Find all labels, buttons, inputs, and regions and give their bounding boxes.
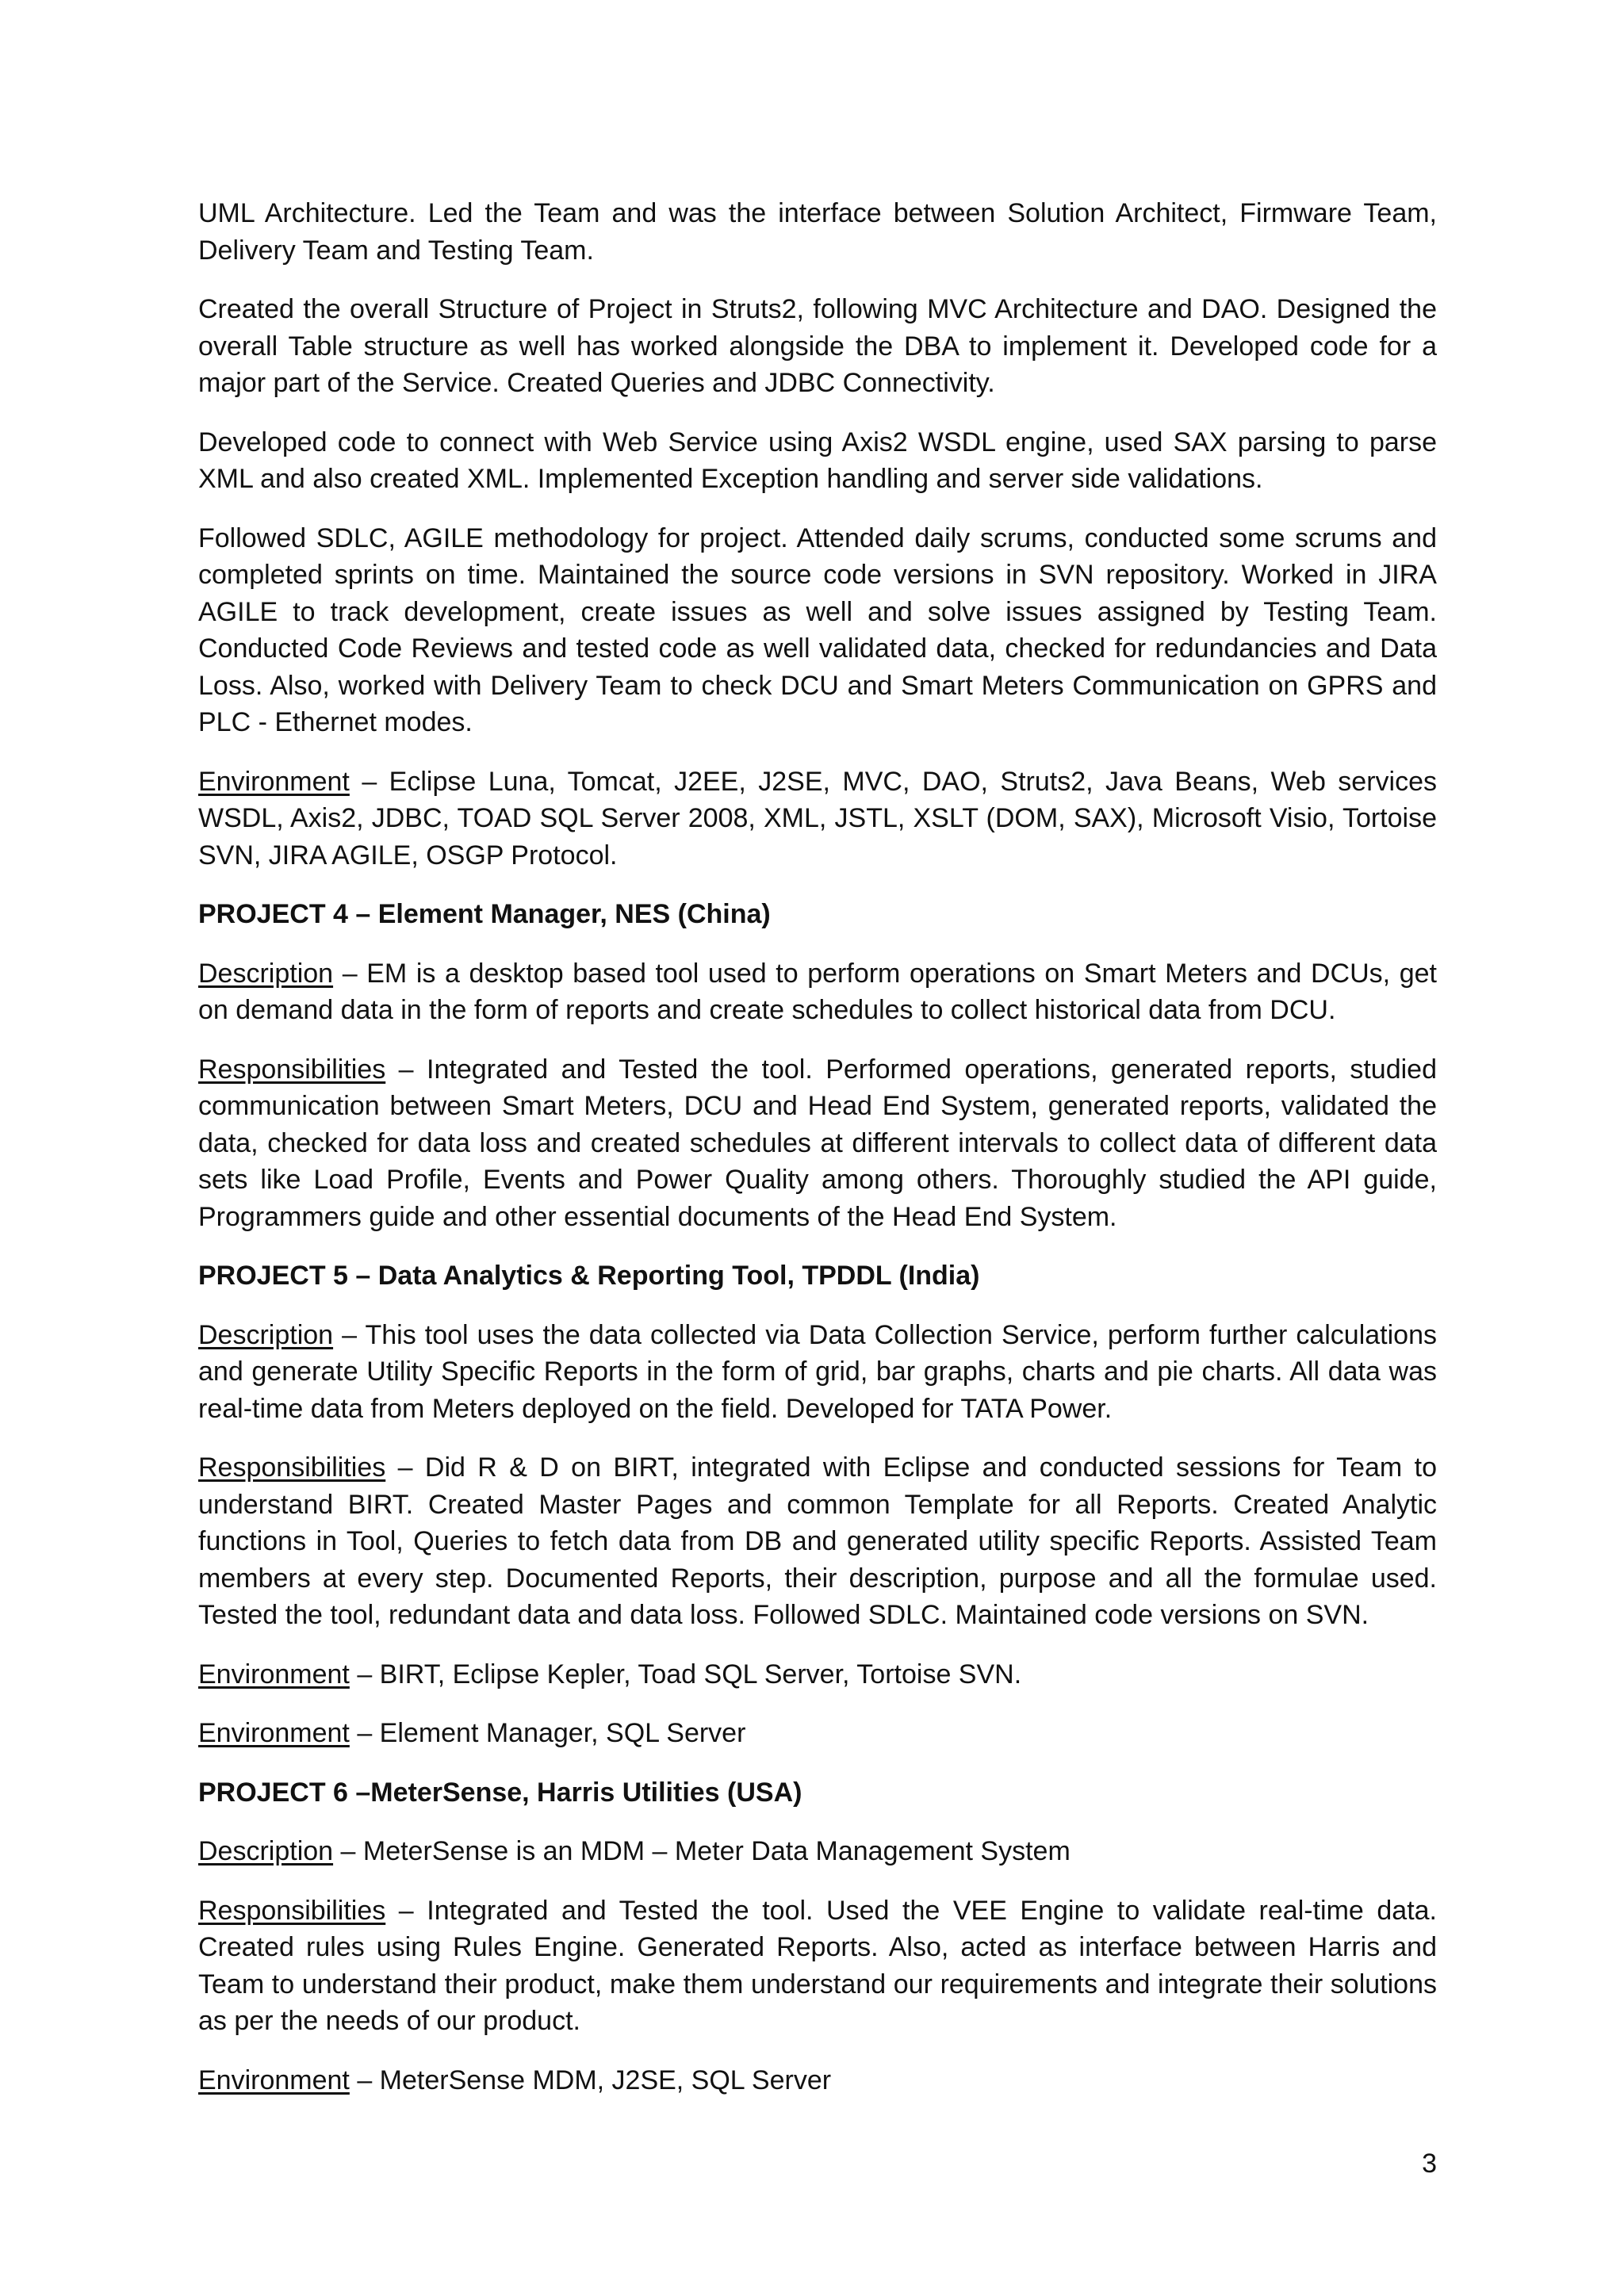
body-paragraph: Followed SDLC, AGILE methodology for project. Attended daily scrums, conducted some scrums and completed sprints on time. Maintained the source code versions in SVN repository. Worked in JIRA AGILE to track development, create issues as well and solve issues assigned by Testing Team. Conducted Code Reviews and tested code as well validated data, checked for redundancies and Data Loss. Also, worked with Delivery Team to check DCU and Smart Meters Communication on GPRS and PLC - Ethernet modes.	[198, 522, 1437, 737]
labeled-paragraph	[198, 763, 1437, 874]
section-text: – MeterSense is an MDM – Meter Data Management System	[333, 1836, 1071, 1866]
document-page	[198, 195, 1437, 2121]
project-heading: PROJECT 6 –MeterSense, Harris Utilities (USA)	[198, 1777, 802, 1808]
section-label: Description	[198, 958, 334, 989]
section-text: – BIRT, Eclipse Kepler, Toad SQL Server, Tortoise SVN.	[349, 1659, 1022, 1689]
section-label: Responsibilities	[198, 1452, 386, 1483]
body-paragraph: Created the overall Structure of Project in Struts2, following MVC Architecture and DAO. Designed the overall Table structure as well has worked alongside the DBA to implement it. Developed code for a major part of the Service. Created Queries and JDBC Connectivity.	[198, 294, 1437, 398]
section-text: – This tool uses the data collected via Data Collection Service, perform further calculations and generate Utility Specific Reports in the form of grid, bar graphs, charts and pie charts. All data was real-time data from Meters deployed on the field. Developed for TATA Power.	[198, 1319, 1437, 1424]
body-paragraph: UML Architecture. Led the Team and was the interface between Solution Architect, Firmware Team, Delivery Team and Testing Team.	[198, 198, 1437, 266]
labeled-paragraph	[198, 1892, 1437, 2040]
page-number: 3	[1422, 2149, 1437, 2179]
section-label: Description	[198, 1319, 334, 1350]
labeled-paragraph	[198, 1051, 1437, 1236]
labeled-paragraph	[198, 1715, 1437, 1752]
labeled-paragraph	[198, 1656, 1437, 1693]
labeled-paragraph	[198, 955, 1437, 1029]
section-text: – Eclipse Luna, Tomcat, J2EE, J2SE, MVC, DAO, Struts2, Java Beans, Web services WSDL, Axis2, JDBC, TOAD SQL Server 2008, XML, JSTL, XSLT (DOM, SAX), Microsoft Visio, Tortoise SVN, JIRA AGILE, OSGP Protocol.	[198, 766, 1437, 871]
body-paragraph: Developed code to connect with Web Service using Axis2 WSDL engine, used SAX parsing to parse XML and also created XML. Implemented Exception handling and server side validations.	[198, 427, 1437, 494]
project-heading: PROJECT 4 – Element Manager, NES (China)	[198, 899, 771, 929]
labeled-paragraph	[198, 1317, 1437, 1428]
section-text: – EM is a desktop based tool used to perform operations on Smart Meters and DCUs, get on demand data in the form of reports and create schedules to collect historical data from DCU.	[198, 958, 1437, 1025]
section-text: – MeterSense MDM, J2SE, SQL Server	[349, 2064, 832, 2095]
section-label: Environment	[198, 1659, 350, 1689]
section-label: Environment	[198, 766, 350, 797]
section-label: Description	[198, 1836, 334, 1866]
labeled-paragraph	[198, 1833, 1437, 1870]
section-text: – Did R & D on BIRT, integrated with Eclipse and conducted sessions for Team to understand BIRT. Created Master Pages and common Template for all Reports. Created Analytic functions in Tool, Queries to fetch data from DB and generated utility specific Reports. Assisted Team members at every step. Documented Reports, their description, purpose and all the formulae used. Tested the tool, redundant data and data loss. Followed SDLC. Maintained code versions on SVN.	[198, 1452, 1437, 1630]
section-label: Responsibilities	[198, 1895, 386, 1926]
section-label: Responsibilities	[198, 1054, 386, 1085]
labeled-paragraph	[198, 2062, 1437, 2099]
section-label: Environment	[198, 2064, 350, 2095]
project-heading: PROJECT 5 – Data Analytics & Reporting Tool, TPDDL (India)	[198, 1261, 980, 1291]
labeled-paragraph	[198, 1449, 1437, 1634]
section-label: Environment	[198, 1718, 350, 1748]
section-text: – Integrated and Tested the tool. Used the VEE Engine to validate real-time data. Created rules using Rules Engine. Generated Reports. Also, acted as interface between Harris and Team to understand their product, make them understand our requirements and integrate their solutions as per the needs of our product.	[198, 1895, 1437, 2036]
section-text: – Element Manager, SQL Server	[349, 1718, 746, 1748]
section-text: – Integrated and Tested the tool. Performed operations, generated reports, studied communication between Smart Meters, DCU and Head End System, generated reports, validated the data, checked for data loss and created schedules at different intervals to collect data of different data sets like Load Profile, Events and Power Quality among others. Thoroughly studied the API guide, Programmers guide and other essential documents of the Head End System.	[198, 1054, 1437, 1232]
